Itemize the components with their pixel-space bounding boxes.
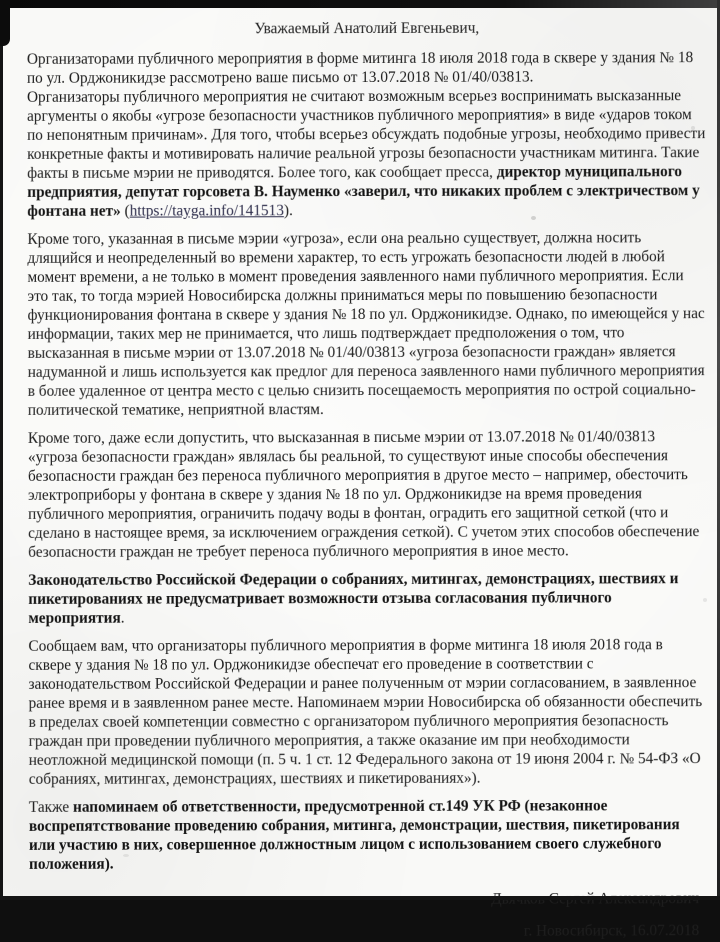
text-run: Организаторами публичного мероприятия в форме митинга 18 июля 2018 года в сквере у здания № 18 по ул. Орджоникидзе рассмотрено ваше письмо от 13.07.2018 № 01/40/03813.: [26, 49, 694, 87]
scan-speckle: [703, 598, 707, 602]
scan-border-top: [0, 0, 720, 8]
scan-border-left: [0, 0, 3, 900]
bold-text-run: Законодательство Российской Федерации о собраниях, митингах, демонстрациях, шествиях и пикетированиях не предусматривает возможности отзыва согласования публичного мероприятия: [28, 570, 679, 627]
paragraph: [27, 48, 707, 88]
paragraph: [29, 796, 709, 874]
paragraph: [27, 228, 707, 420]
text-run: ).: [283, 202, 293, 220]
text-run: Кроме того, указанная в письме мэрии «угроза», если она реально существует, должна носить длящийся и неопределенный во времени характер, то есть угрожать безопасности людей в любой момент времени, а не только в момент проведения заявленного нами публичного мероприятия. Если это так, то тогда мэрией Новосибирска должны приниматься меры по повышению безопасности функционирования фонтана в сквере у здания № 18 по ул. Орджоникидзе. Однако, по имеющейся у нас информации, таких мер не принимается, что лишь подтверждает предположения о том, что высказанная в письме мэрии от 13.07.2018 № 01/40/03813 «угроза безопасности граждан» является надуманной и лишь используется как предлог для переноса заявленного нами публичного мероприятия в более удаленное от центра место с целью снизить посещаемость мероприятия по острой социально-политической тематике, неприятной властям.: [27, 229, 705, 419]
paragraph: [28, 569, 708, 628]
greeting-line: Уважаемый Анатолий Евгеньевич,: [254, 19, 480, 38]
scan-border-corner: [0, 0, 10, 46]
paragraph: [27, 86, 707, 221]
bold-text-run: директор муниципального предприятия, депутат горсовета В. Науменко «заверил, что никаких проблем с электричеством у фонтана нет»: [27, 163, 700, 220]
scan-speckle: [691, 126, 695, 130]
letter-paper: [3, 8, 717, 940]
text-run: .: [120, 609, 125, 627]
text-run: Также: [28, 798, 74, 816]
text-run: Кроме того, даже если допустить, что высказанная в письме мэрии от 13.07.2018 № 01/40/03813 «угроза безопасности граждан» являлась бы реальной, то существуют иные способы обеспечения безопасности граждан без переноса публичного мероприятия в другое место – например, обесточить электроприборы у фонтана в сквере у здания № 18 по ул. Орджоникидзе на время проведения публичного мероприятия, ограничить подачу воды в фонтан, оградить его защитной сеткой (что и сделано в настоящее время, за исключением ограждения сеткой). С учетом этих способов обеспечение безопасности граждан не требует переноса публичного мероприятия в иное место.: [27, 428, 700, 561]
bold-text-run: напоминаем об ответственности, предусмотренной ст.149 УК РФ (незаконное воспрепятствование проведению собрания, митинга, демонстрации, шествия, пикетирования или участию в них, совершенное должностным лицом с использованием своего служебного положения).: [28, 797, 680, 873]
letter-body: [27, 48, 709, 874]
scan-speckle: [531, 216, 536, 220]
paragraph: [28, 635, 708, 789]
paragraph: [28, 427, 708, 562]
text-run: (: [120, 202, 130, 220]
scan-speckle: [123, 854, 129, 857]
letter-content: [27, 12, 709, 942]
scan-border-bottom: [0, 896, 720, 900]
tayga-link[interactable]: https://tayga.info/141513: [129, 202, 284, 220]
text-run: Организаторы публичного мероприятия не считают возможным всерьез воспринимать высказанные аргументы о якобы «угрозе безопасности участников публичного мероприятия» в виде «ударов током по непонятным причинам». Для того, чтобы всерьез обсуждать подобные угрозы, необходимо привести конкретные факты и мотивировать наличие реальной угрозы безопасности участникам митинга. Такие факты в письме мэрии не приводятся. Более того, как сообщает пресса,: [26, 87, 706, 182]
signature-place-date: г. Новосибирск, 16.07.2018: [523, 922, 700, 940]
text-run: Сообщаем вам, что организаторы публичного мероприятия в форме митинга 18 июля 2018 года в сквере у здания № 18 по ул. Орджоникидзе обеспечат его проведение в соответствии с законодательством Российской Федерации и ранее полученным от мэрии согласованием, в заявленное ранее время и в заявленном ранее месте. Напоминаем мэрии Новосибирска об обязанности обеспечить в пределах своей компетенции совместно с организатором публичного мероприятия безопасность граждан при проведении публичного мероприятия, а также оказание им при необходимости неотложной медицинской помощи (п. 5 ч. 1 ст. 12 Федерального закона от 19 июня 2004 г. № 54-ФЗ «О собраниях, митингах, демонстрациях, шествиях и пикетированиях»).: [28, 636, 703, 788]
